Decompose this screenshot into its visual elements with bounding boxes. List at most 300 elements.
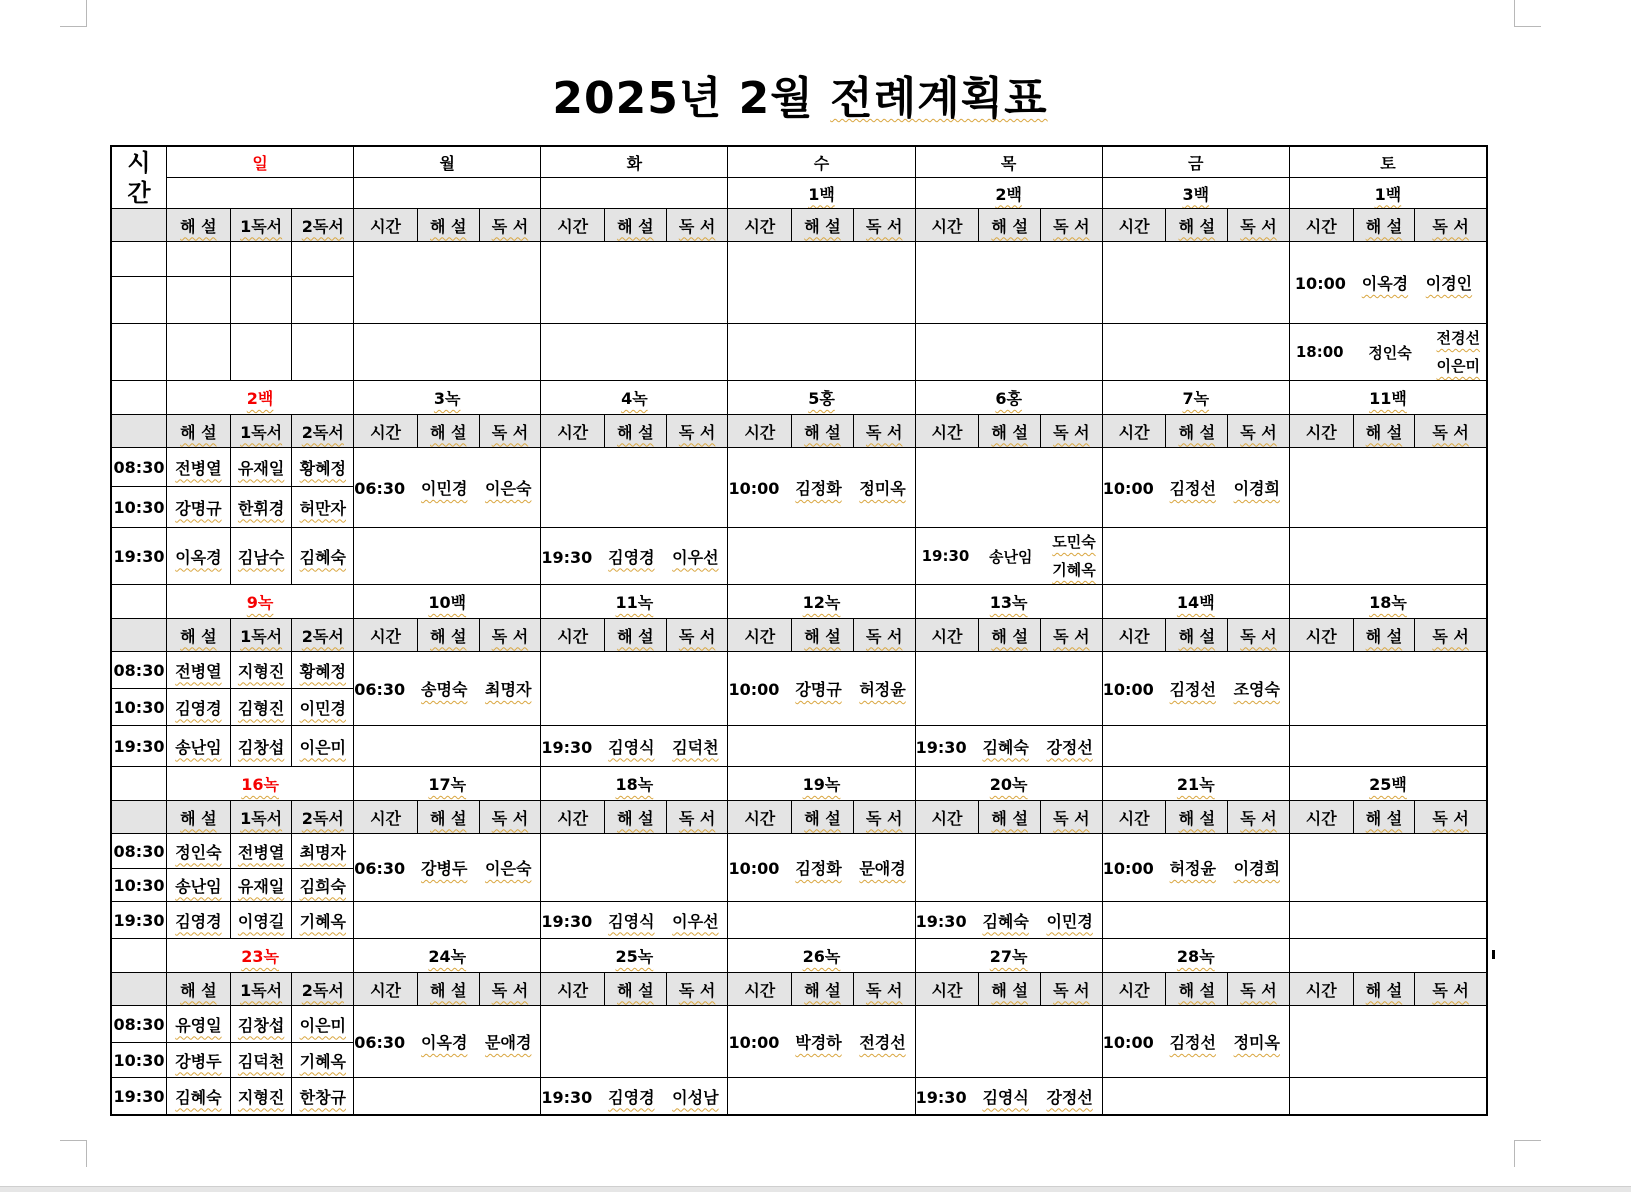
sub-header-label: 독 서 [865,422,903,442]
sub-header-label: 시간 [1305,980,1337,1000]
entry-time: 19:30 [541,547,593,567]
weekday-entry-tue [541,528,728,585]
commentary-name: 전병열 [175,458,222,478]
entry-commentary: 이옥경 [1361,274,1409,293]
entry-time: 19:30 [915,911,967,931]
sub-header-label: 독 서 [491,808,529,828]
empty-saturday-slot [1289,1078,1487,1116]
week-date-row [111,939,1487,973]
commentary-name: 송난임 [175,876,222,896]
empty-weekday-slot [728,324,915,381]
sub-header-label: 독 서 [1432,216,1469,236]
sub-header-weekday [728,209,792,242]
sub-header-label: 독 서 [678,626,716,646]
entry-reading: 허정윤 [859,680,906,699]
sub-header-sunday [292,801,354,834]
date-label: 26녹 [802,947,841,966]
sub-header-label: 시간 [744,626,776,646]
sub-header-weekday [1228,973,1290,1006]
sunday-commentary [167,1043,231,1078]
sub-header-weekday [479,973,541,1006]
sub-header-label: 2독서 [301,626,344,646]
entry-time: 06:30 [354,859,406,878]
sunday-commentary [167,448,231,487]
sub-header-label: 시간 [931,422,963,442]
date-label: 9녹 [246,593,274,612]
sub-header-label: 해 설 [991,216,1028,236]
sub-header-label: 시간 [1118,626,1150,646]
entry-commentary: 송난임 [989,547,1033,566]
date-cell [354,585,541,619]
day-header-wed: 수 [728,146,915,178]
weekday-entry-wed [728,1006,915,1078]
sub-header-label: 해 설 [1365,626,1403,646]
sub-header-weekday [1166,415,1228,448]
sunday-reading-2 [292,834,354,869]
reading-1-name: 김형진 [237,698,285,718]
entry-commentary: 정인숙 [1368,343,1412,362]
empty-weekday-slot [354,242,541,324]
sub-header-weekday [1415,973,1487,1006]
sunday-reading-1 [230,487,292,528]
entry-time: 10:00 [728,680,780,699]
sub-header-label: 해 설 [180,422,217,442]
week-date-row [111,767,1487,801]
weekday-entry-fri [1102,448,1289,528]
entry-reading: 이우선 [672,547,719,567]
sunday-reading-1 [230,242,292,277]
sunday-reading-2 [292,1078,354,1116]
crop-mark-bottom-right [1514,1140,1541,1167]
sunday-time: 10:30 [111,1043,167,1078]
sub-header-label: 시간 [557,216,589,236]
date-cell [1289,381,1487,415]
time-column-header: 시 간 [111,146,167,209]
reading-2-name: 황혜정 [299,661,346,681]
sub-header-label: 시간 [1118,808,1150,828]
date-cell [1289,767,1487,801]
sub-header-label: 독 서 [865,216,903,236]
sunday-reading-1 [230,869,292,902]
sub-header-label: 해 설 [991,808,1028,828]
date-row-blank [111,381,167,415]
sub-header-weekday [1041,209,1103,242]
sub-header-weekday [479,209,541,242]
sub-header-weekday [354,801,418,834]
sub-header-weekday [853,801,915,834]
sub-header-label: 해 설 [804,422,841,442]
date-cell [1102,381,1289,415]
sunday-reading-2 [292,902,354,939]
day-header-fri: 금 [1102,146,1289,178]
saturday-entry [1289,242,1487,324]
table-row [111,902,1487,939]
date-label: 1백 [808,184,835,204]
sunday-commentary [167,1006,231,1043]
commentary-name: 이옥경 [175,547,222,567]
sub-header-label: 시간 [1305,422,1337,442]
sub-header-label: 시간 [1305,216,1337,236]
weekday-entry-mon [354,652,541,726]
sub-header-weekday [1228,415,1290,448]
sub-header-label: 해 설 [430,422,467,442]
sunday-time: 08:30 [111,448,167,487]
commentary-name: 김혜숙 [175,1087,222,1107]
date-cell [1102,939,1289,973]
entry-commentary: 김정화 [795,859,842,878]
sub-header-label: 2독서 [301,980,344,1000]
sub-header-label: 해 설 [804,626,841,646]
sub-header-label: 독 서 [1053,980,1090,1000]
sunday-reading-2 [292,689,354,726]
sub-header-label: 시간 [744,808,776,828]
reading-2-name: 최명자 [299,842,346,862]
sub-header-label: 2독서 [301,808,344,828]
sub-header-label: 독 서 [678,980,716,1000]
sub-header-weekday [979,209,1041,242]
sub-header-weekday [728,801,792,834]
sub-header-label: 독 서 [1432,422,1469,442]
date-label: 25녹 [615,947,654,966]
sub-header-label: 해 설 [1178,980,1216,1000]
sub-header-weekday [666,801,728,834]
sub-header-label: 해 설 [1178,422,1216,442]
sub-header-label: 독 서 [678,808,716,828]
sub-header-label: 독 서 [678,422,716,442]
reading-1-name: 한휘경 [237,498,285,518]
entry-commentary: 강명규 [795,680,842,699]
day-header-thu: 목 [915,146,1102,178]
sunday-reading-2 [292,869,354,902]
sub-header-weekday [979,415,1041,448]
sunday-reading-1 [230,902,292,939]
weekday-entry-thu [915,528,1102,585]
sub-header-label: 독 서 [865,980,903,1000]
weekday-entry-tue [541,726,728,767]
date-label: 10백 [428,593,467,612]
sub-header-label: 2독서 [301,216,344,236]
reading-1-name: 유재일 [237,876,285,896]
empty-weekday-slot [728,528,915,585]
sub-header-label: 1독서 [240,626,283,646]
entry-reading: 전경선 [1436,329,1480,347]
empty-weekday-slot [1102,726,1289,767]
sub-header-weekday [1102,801,1166,834]
date-cell [728,939,915,973]
table-row [111,242,1487,277]
weekday-entry-fri [1102,652,1289,726]
sub-header-label: 해 설 [430,808,467,828]
empty-weekday-slot [354,1078,541,1116]
sub-header-weekday [915,801,979,834]
entry-time: 10:00 [1102,1033,1154,1052]
table-row [111,1006,1487,1043]
empty-weekday-slot [354,528,541,585]
sunday-time: 08:30 [111,834,167,869]
sub-header-sunday [230,619,292,652]
date-label: 24녹 [428,947,467,966]
empty-weekday-slot [541,834,728,902]
entry-commentary: 김정선 [1169,680,1216,699]
sunday-time: 10:30 [111,869,167,902]
sub-header-label: 해 설 [617,422,654,442]
sunday-reading-2 [292,726,354,767]
commentary-name: 유영일 [175,1015,222,1035]
entry-time: 10:00 [1102,680,1154,699]
empty-weekday-slot [1102,324,1289,381]
sub-header-weekday [792,973,854,1006]
sub-header-label: 독 서 [491,626,529,646]
empty-weekday-slot [915,242,1102,324]
sunday-reading-2 [292,528,354,585]
entry-time: 19:30 [921,547,970,565]
entry-reading-stack [1052,528,1095,584]
text-cursor-mark [1492,950,1495,959]
weekday-entry-mon [354,448,541,528]
sub-header-label: 시간 [370,626,401,646]
sub-header-sunday [230,973,292,1006]
reading-1-name: 이영길 [237,911,285,931]
day-header-tue: 화 [541,146,728,178]
sub-header-weekday [915,973,979,1006]
date-cell [915,178,1102,209]
entry-commentary: 김영식 [982,1087,1029,1107]
sub-header-weekday [1166,209,1228,242]
sub-header-label: 시간 [370,808,401,828]
commentary-name: 전병열 [175,661,222,681]
sub-header-weekday [792,415,854,448]
sub-header-label: 해 설 [1178,626,1216,646]
sub-header-row [111,801,1487,834]
sunday-reading-2 [292,448,354,487]
empty-weekday-slot [915,448,1102,528]
sub-header-blank [111,801,167,834]
sub-header-weekday [792,209,854,242]
sunday-time: 19:30 [111,902,167,939]
entry-commentary: 김정선 [1169,479,1216,498]
date-label: 17녹 [428,775,467,794]
sub-header-label: 해 설 [1365,808,1403,828]
sub-header-label: 독 서 [491,216,529,236]
date-label: 23녹 [241,947,279,966]
entry-time: 18:00 [1295,343,1344,361]
date-cell [167,767,354,801]
empty-weekday-slot [915,324,1102,381]
sub-header-weekday [354,415,418,448]
sub-header-label: 독 서 [491,422,529,442]
sub-header-label: 독 서 [1053,216,1090,236]
entry-time: 19:30 [915,737,967,757]
sub-header-label: 독 서 [1240,980,1277,1000]
sub-header-sunday [292,209,354,242]
date-label: 18녹 [615,775,654,794]
entry-time: 10:00 [1294,274,1346,293]
sub-header-weekday [853,973,915,1006]
date-label: 16녹 [241,775,279,794]
sub-header-weekday [1415,415,1487,448]
entry-commentary: 이옥경 [421,1033,468,1052]
empty-weekday-slot [1102,242,1289,324]
entry-commentary: 김영식 [608,737,655,757]
sub-header-label: 독 서 [1240,808,1277,828]
date-cell [728,585,915,619]
sub-header-weekday [915,209,979,242]
sub-header-row [111,415,1487,448]
sub-header-weekday [605,801,667,834]
sub-header-weekday [1289,801,1353,834]
weekday-entry-thu [915,726,1102,767]
weekday-entry-mon [354,834,541,902]
commentary-name: 김영경 [175,911,222,931]
empty-saturday-slot [1289,448,1487,528]
sub-header-label: 해 설 [430,216,467,236]
sub-header-blank [111,973,167,1006]
reading-2-name: 기혜옥 [299,911,346,931]
entry-stack [1290,324,1486,380]
sub-header-label: 해 설 [180,216,217,236]
entry-reading: 최명자 [485,680,532,699]
weekday-entry-wed [728,834,915,902]
entry-time: 10:00 [728,1033,780,1052]
entry-commentary: 허정윤 [1169,859,1216,878]
sub-header-weekday [605,415,667,448]
entry-commentary: 김영경 [608,1087,655,1107]
sub-header-label: 독 서 [1053,626,1090,646]
sub-header-weekday [1041,973,1103,1006]
entry-reading: 이민경 [1046,911,1093,931]
date-cell [354,939,541,973]
sub-header-label: 시간 [931,808,963,828]
date-cell [1102,178,1289,209]
week-date-row [111,381,1487,415]
entry-time: 10:00 [728,479,780,498]
sub-header-weekday [417,415,479,448]
weekday-entry-fri [1102,1006,1289,1078]
sub-header-label: 해 설 [617,626,654,646]
sub-header-weekday [1166,973,1228,1006]
sub-header-label: 독 서 [1432,626,1469,646]
sub-header-label: 해 설 [430,980,467,1000]
entry-reading: 김덕천 [672,737,719,757]
date-label: 7녹 [1182,389,1210,408]
sub-header-weekday [1041,619,1103,652]
date-cell [1289,939,1487,973]
sub-header-weekday [853,209,915,242]
sub-header-sunday [167,209,231,242]
sub-header-label: 해 설 [617,216,654,236]
sunday-time: 10:30 [111,689,167,726]
date-label: 12녹 [802,593,841,612]
sub-header-label: 2독서 [301,422,344,442]
reading-2-name: 이민경 [299,698,346,718]
sub-header-label: 시간 [744,422,776,442]
date-cell [728,381,915,415]
sub-header-weekday [979,801,1041,834]
sub-header-label: 독 서 [865,808,903,828]
date-cell [915,939,1102,973]
sub-header-sunday [167,415,231,448]
sub-header-label: 해 설 [1178,808,1216,828]
sub-header-weekday [666,415,728,448]
date-label: 18녹 [1369,593,1407,612]
sub-header-label: 독 서 [491,980,529,1000]
entry-reading: 조영숙 [1233,680,1280,699]
sub-header-weekday [1041,801,1103,834]
sunday-reading-1 [230,726,292,767]
sub-header-weekday [1353,801,1415,834]
date-label: 11백 [1369,389,1407,408]
sub-header-weekday [541,209,605,242]
reading-1-name: 지형진 [237,1087,285,1107]
sunday-commentary [167,1078,231,1116]
sub-header-label: 해 설 [804,808,841,828]
sub-header-weekday [417,973,479,1006]
sub-header-weekday [915,619,979,652]
sub-header-weekday [541,973,605,1006]
date-cell [915,585,1102,619]
crop-mark-top-right [1514,0,1541,27]
reading-1-name: 김창섭 [237,737,285,757]
date-cell [354,767,541,801]
sub-header-sunday [167,801,231,834]
date-cell [541,585,728,619]
sub-header-weekday [541,415,605,448]
sub-header-sunday [230,801,292,834]
entry-time: 19:30 [541,737,593,757]
page-bottom-edge [0,1186,1631,1192]
sunday-commentary [167,528,231,585]
sub-header-weekday [979,973,1041,1006]
date-label: 19녹 [802,775,841,794]
table-row [111,834,1487,869]
entry-time: 19:30 [915,1087,967,1107]
entry-commentary: 김정화 [795,479,842,498]
empty-saturday-slot [1289,902,1487,939]
sub-header-row [111,209,1487,242]
sub-header-weekday [1228,801,1290,834]
sub-header-weekday [541,801,605,834]
sub-header-weekday [1353,415,1415,448]
entry-time: 06:30 [354,680,406,699]
entry-commentary: 김영식 [608,911,655,931]
sub-header-label: 1독서 [240,422,283,442]
date-cell [1102,767,1289,801]
date-label: 5홍 [808,389,835,408]
sub-header-label: 독 서 [1240,422,1277,442]
date-cell [541,767,728,801]
empty-weekday-slot [728,242,915,324]
empty-saturday-slot [1289,834,1487,902]
entry-commentary: 이민경 [421,479,468,498]
sub-header-label: 독 서 [1053,808,1090,828]
weekday-entry-fri [1102,834,1289,902]
table-row [111,528,1487,585]
empty-weekday-slot [541,1006,728,1078]
weekday-entry-tue [541,902,728,939]
weekday-entry-thu [915,902,1102,939]
reading-1-name: 전병열 [237,842,285,862]
title-name: 전례계획표 [830,73,1048,124]
sub-header-sunday [230,209,292,242]
sub-header-weekday [1353,619,1415,652]
sub-header-label: 시간 [557,422,589,442]
date-label: 27녹 [989,947,1028,966]
reading-1-name: 김남수 [237,547,285,567]
reading-1-name: 지형진 [237,661,285,681]
sub-header-weekday [417,209,479,242]
sunday-commentary [167,834,231,869]
sub-header-weekday [979,619,1041,652]
